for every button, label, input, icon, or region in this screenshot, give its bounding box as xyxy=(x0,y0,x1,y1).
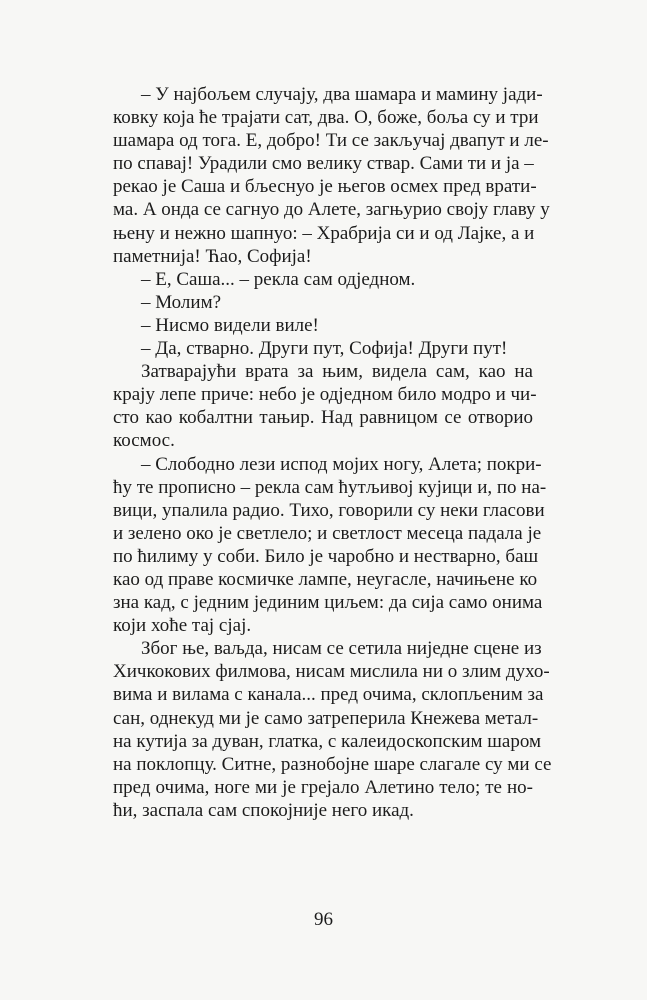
text-line: – Е, Саша... – рекла сам одједном. xyxy=(141,268,416,290)
text-line: сан, однекуд ми је само затреперила Кнежева метал- xyxy=(113,707,539,729)
text-line: космос. xyxy=(113,430,175,452)
text-line: по спавај! Урадили смо велику ствар. Сами ти и ја – xyxy=(113,153,534,175)
text-line: шамара од тога. Е, добро! Ти се закључај двапут и ле- xyxy=(113,130,549,152)
text-line: – Да, стварно. Други пут, Софија! Други пут! xyxy=(141,338,508,360)
text-line: пред очима, ноге ми је грејало Алетино тело; те но- xyxy=(113,776,533,798)
page-number: 96 xyxy=(314,909,333,930)
text-line: на поклопцу. Ситне, разнобојне шаре слагале су ми се xyxy=(113,753,552,775)
text-line: Затварајући врата за њим, видела сам, као на xyxy=(141,361,533,383)
text-line: сто као кобалтни тањир. Над равницом се отворио xyxy=(113,407,533,429)
text-line: као од праве космичке лампе, неугасле, начињене ко xyxy=(113,568,538,590)
text-line: и зелено око је светлело; и светлост месеца падала је xyxy=(113,522,542,544)
text-line: вици, упалила радио. Тихо, говорили су неки гласови xyxy=(113,499,545,521)
text-line: ма. А онда се сагнуо до Алете, загњурио своју главу у xyxy=(113,199,550,221)
text-line: Због ње, ваљда, нисам се сетила ниједне сцене из xyxy=(141,638,542,660)
text-line: њену и нежно шапнуо: – Храбрија си и од Лајке, а и xyxy=(113,222,535,244)
body-text xyxy=(113,83,552,822)
text-line: вима и вилама с канала... пред очима, склопљеним за xyxy=(113,684,544,706)
text-line: зна кад, с једним јединим циљем: да сија само онима xyxy=(113,592,543,614)
text-line: Хичкокових филмова, нисам мислила ни о злим духо- xyxy=(113,661,550,683)
text-line: – Слободно лези испод мојих ногу, Алета; покри- xyxy=(141,453,542,475)
text-line: ћи, заспала сам спокојније него икад. xyxy=(113,799,414,821)
text-line: на кутија за дуван, глатка, с калеидоскопским шаром xyxy=(113,730,542,752)
text-line: крају лепе приче: небо је одједном било модро и чи- xyxy=(113,384,537,406)
text-line: по ћилиму у соби. Било је чаробно и нестварно, баш xyxy=(113,545,539,567)
text-line: рекао је Саша и бљеснуо је његов осмех пред врати- xyxy=(113,176,537,198)
text-line: ковку која ће трајати сат, два. О, боже, боља су и три xyxy=(113,107,539,129)
text-line: – У најбољем случају, два шамара и мамину јади- xyxy=(141,84,543,105)
text-line: паметнија! Ћао, Софија! xyxy=(113,245,312,267)
text-line: ћу те прописно – рекла сам ћутљивој кујици и, по на- xyxy=(113,476,547,498)
text-line: – Нисмо видели виле! xyxy=(141,314,319,336)
text-line: – Молим? xyxy=(141,291,222,313)
text-line: који хоће тај сјај. xyxy=(113,615,252,637)
